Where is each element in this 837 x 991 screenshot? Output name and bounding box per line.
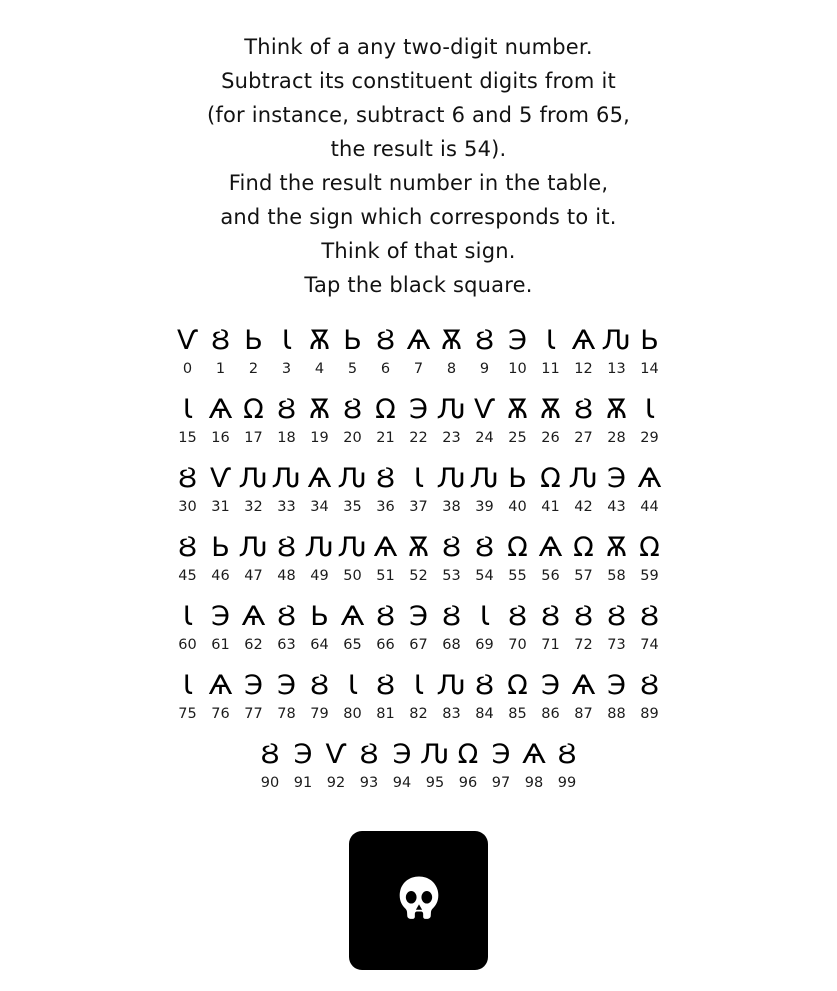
sign-glyph: Ω	[457, 739, 479, 771]
sign-glyph: Ѫ	[506, 394, 529, 426]
sign-number: 96	[458, 775, 478, 792]
sign-number: 54	[475, 568, 494, 585]
sign-number: 98	[524, 775, 544, 792]
number-line	[171, 703, 666, 725]
sign-number: 36	[376, 499, 395, 516]
instruction-line-5: Find the result number in the table,	[228, 171, 609, 196]
sign-number: 99	[557, 775, 577, 792]
sign-number: 46	[211, 568, 230, 585]
sign-glyph: Ѵ	[473, 394, 496, 426]
glyph-line	[171, 531, 666, 565]
sign-glyph: Ȣ	[178, 463, 197, 495]
sign-glyph: Ȣ	[574, 394, 593, 426]
sign-table-row	[171, 324, 666, 380]
sign-glyph: Ѧ	[406, 325, 431, 357]
sign-number: 81	[376, 706, 395, 723]
sign-table-row	[171, 531, 666, 587]
sign-glyph: Ω	[540, 463, 561, 495]
sign-glyph: Ԉ	[420, 739, 450, 771]
sign-glyph: Ѫ	[308, 325, 331, 357]
sign-glyph: Ȣ	[640, 601, 659, 633]
sign-glyph: Э	[491, 739, 511, 771]
sign-number: 87	[574, 706, 593, 723]
sign-glyph: Ԉ	[338, 532, 367, 564]
sign-number: 67	[409, 637, 428, 654]
sign-glyph: Ȣ	[376, 601, 395, 633]
sign-glyph: Э	[277, 670, 296, 702]
sign-number: 80	[343, 706, 362, 723]
sign-number: 44	[640, 499, 659, 516]
sign-number: 21	[376, 430, 395, 447]
number-line	[171, 565, 666, 587]
sign-glyph: Э	[607, 670, 626, 702]
sign-glyph: Э	[211, 601, 230, 633]
glyph-line	[254, 738, 584, 772]
sign-glyph: Ȣ	[359, 739, 379, 771]
instruction-line-6: and the sign which corresponds to it.	[220, 205, 617, 230]
sign-glyph: Ѧ	[522, 739, 546, 771]
sign-number: 17	[244, 430, 263, 447]
sign-number: 8	[446, 361, 457, 378]
sign-number: 13	[607, 361, 626, 378]
sign-table-row	[254, 738, 584, 794]
sign-number: 55	[508, 568, 527, 585]
sign-glyph: Ω	[573, 532, 594, 564]
instruction-line-1: Think of a any two-digit number.	[244, 35, 593, 59]
sign-glyph: Ȣ	[310, 670, 329, 702]
sign-number: 56	[541, 568, 560, 585]
sign-glyph: Ѧ	[637, 463, 662, 495]
sign-glyph: Ѵ	[176, 325, 199, 357]
sign-glyph: Ȣ	[376, 670, 395, 702]
sign-glyph: Ԉ	[437, 670, 466, 702]
sign-glyph: Ω	[639, 532, 660, 564]
sign-glyph: Ȣ	[260, 739, 280, 771]
sign-number: 34	[310, 499, 329, 516]
sign-glyph: Ѫ	[605, 394, 628, 426]
sign-glyph: Ѵ	[325, 739, 347, 771]
sign-number: 28	[607, 430, 626, 447]
sign-glyph: Ѧ	[241, 601, 266, 633]
sign-number: 95	[425, 775, 445, 792]
sign-number: 79	[310, 706, 329, 723]
sign-glyph: Э	[244, 670, 263, 702]
sign-glyph: Ȣ	[475, 532, 494, 564]
sign-glyph: Ѵ	[209, 463, 232, 495]
sign-number: 35	[343, 499, 362, 516]
sign-number: 65	[343, 637, 362, 654]
sign-number: 64	[310, 637, 329, 654]
sign-number: 42	[574, 499, 593, 516]
sign-number: 76	[211, 706, 230, 723]
sign-number: 60	[178, 637, 197, 654]
sign-glyph: Ȣ	[343, 394, 362, 426]
sign-number: 57	[574, 568, 593, 585]
sign-glyph: Ѫ	[539, 394, 562, 426]
black-square-button[interactable]	[349, 831, 488, 970]
sign-number: 27	[574, 430, 593, 447]
sign-number: 43	[607, 499, 626, 516]
sign-number: 4	[314, 361, 325, 378]
sign-number: 14	[640, 361, 659, 378]
sign-number: 40	[508, 499, 527, 516]
sign-number: 89	[640, 706, 659, 723]
sign-number: 11	[541, 361, 560, 378]
sign-glyph: Ȣ	[607, 601, 626, 633]
sign-number: 94	[392, 775, 412, 792]
sign-glyph: Э	[607, 463, 626, 495]
sign-glyph: Ȣ	[178, 532, 197, 564]
sign-glyph: Ȣ	[508, 601, 527, 633]
sign-number: 48	[277, 568, 296, 585]
sign-number: 33	[277, 499, 296, 516]
sign-table-row	[171, 393, 666, 449]
sign-glyph: Ԉ	[305, 532, 334, 564]
sign-glyph: Ȣ	[277, 601, 296, 633]
sign-glyph: Ȣ	[376, 463, 395, 495]
sign-number: 85	[508, 706, 527, 723]
sign-number: 88	[607, 706, 626, 723]
sign-glyph: Ȣ	[277, 394, 296, 426]
sign-number: 20	[343, 430, 362, 447]
sign-number: 82	[409, 706, 428, 723]
sign-table-row	[171, 462, 666, 518]
sign-glyph: Ь	[508, 463, 527, 495]
sign-number: 73	[607, 637, 626, 654]
sign-glyph: Ω	[507, 670, 528, 702]
sign-number: 59	[640, 568, 659, 585]
sign-glyph: Э	[409, 601, 428, 633]
skull-icon	[395, 875, 443, 927]
sign-glyph: Ȣ	[442, 601, 461, 633]
sign-glyph: Ꙇ	[281, 325, 292, 357]
sign-number: 26	[541, 430, 560, 447]
sign-glyph: Ԉ	[437, 463, 466, 495]
sign-number: 93	[359, 775, 379, 792]
sign-number: 70	[508, 637, 527, 654]
sign-number: 16	[211, 430, 230, 447]
sign-number: 19	[310, 430, 329, 447]
sign-number: 30	[178, 499, 197, 516]
sign-glyph: Ь	[640, 325, 659, 357]
instruction-line-8: Tap the black square.	[304, 273, 533, 298]
sign-glyph: Ѧ	[373, 532, 398, 564]
sign-number: 62	[244, 637, 263, 654]
sign-glyph: Ԉ	[569, 463, 598, 495]
sign-number: 91	[293, 775, 313, 792]
glyph-line	[171, 462, 666, 496]
sign-number: 39	[475, 499, 494, 516]
sign-number: 75	[178, 706, 197, 723]
sign-glyph: Ω	[507, 532, 528, 564]
instruction-line-3: (for instance, subtract 6 and 5 from 65,	[206, 103, 631, 128]
sign-glyph: Ѧ	[538, 532, 563, 564]
sign-glyph: Ꙇ	[413, 670, 424, 702]
sign-glyph: Ѧ	[571, 325, 596, 357]
sign-glyph: Ȣ	[541, 601, 560, 633]
sign-glyph: Ԉ	[272, 463, 301, 495]
sign-glyph: Ь	[310, 601, 329, 633]
sign-glyph: Ꙇ	[182, 601, 193, 633]
instruction-line-2: Subtract its constituent digits from it	[221, 69, 616, 94]
sign-number: 97	[491, 775, 511, 792]
sign-glyph: Ѧ	[208, 394, 233, 426]
sign-number: 23	[442, 430, 461, 447]
sign-glyph: Ȣ	[475, 325, 494, 357]
sign-number: 61	[211, 637, 230, 654]
sign-glyph: Ԉ	[437, 394, 466, 426]
sign-glyph: Ѧ	[340, 601, 365, 633]
sign-number: 41	[541, 499, 560, 516]
sign-number: 71	[541, 637, 560, 654]
sign-glyph: Ꙇ	[182, 670, 193, 702]
sign-table	[171, 324, 666, 807]
sign-number: 51	[376, 568, 395, 585]
sign-glyph: Ѧ	[571, 670, 596, 702]
sign-glyph: Ꙇ	[545, 325, 556, 357]
sign-glyph: Ꙇ	[347, 670, 358, 702]
sign-glyph: Ѫ	[440, 325, 463, 357]
sign-number: 31	[211, 499, 230, 516]
number-line	[171, 496, 666, 518]
sign-number: 5	[347, 361, 358, 378]
sign-glyph: Ԉ	[602, 325, 631, 357]
glyph-line	[171, 669, 666, 703]
sign-number: 58	[607, 568, 626, 585]
sign-number: 45	[178, 568, 197, 585]
sign-glyph: Ȣ	[211, 325, 230, 357]
sign-glyph: Ω	[243, 394, 264, 426]
sign-number: 7	[413, 361, 424, 378]
sign-glyph: Ȣ	[557, 739, 577, 771]
sign-number: 38	[442, 499, 461, 516]
sign-number: 78	[277, 706, 296, 723]
sign-table-row	[171, 600, 666, 656]
sign-number: 90	[260, 775, 280, 792]
sign-table-row	[171, 669, 666, 725]
sign-number: 10	[508, 361, 527, 378]
glyph-line	[171, 324, 666, 358]
sign-number: 29	[640, 430, 659, 447]
sign-glyph: Ȣ	[376, 325, 395, 357]
sign-number: 6	[380, 361, 391, 378]
sign-number: 3	[281, 361, 292, 378]
glyph-line	[171, 600, 666, 634]
sign-number: 63	[277, 637, 296, 654]
sign-glyph: Ȣ	[277, 532, 296, 564]
number-line	[171, 427, 666, 449]
sign-glyph: Э	[392, 739, 412, 771]
instruction-line-4: the result is 54).	[330, 137, 507, 162]
sign-glyph: Ѫ	[308, 394, 331, 426]
sign-number: 68	[442, 637, 461, 654]
sign-number: 1	[215, 361, 226, 378]
sign-number: 72	[574, 637, 593, 654]
sign-glyph: Ԉ	[239, 463, 268, 495]
sign-glyph: Э	[409, 394, 428, 426]
sign-number: 12	[574, 361, 593, 378]
sign-number: 77	[244, 706, 263, 723]
sign-glyph: Ѫ	[605, 532, 628, 564]
sign-number: 92	[326, 775, 346, 792]
sign-glyph: Э	[541, 670, 560, 702]
sign-number: 86	[541, 706, 560, 723]
sign-glyph: Ԉ	[470, 463, 499, 495]
sign-glyph: Ȣ	[442, 532, 461, 564]
sign-number: 50	[343, 568, 362, 585]
sign-number: 53	[442, 568, 461, 585]
instructions-block	[207, 30, 630, 302]
sign-glyph: Ѧ	[307, 463, 332, 495]
sign-glyph: Ȣ	[574, 601, 593, 633]
sign-glyph: Ꙇ	[644, 394, 655, 426]
sign-number: 25	[508, 430, 527, 447]
number-line	[254, 772, 584, 794]
sign-number: 0	[182, 361, 193, 378]
sign-glyph: Ȣ	[640, 670, 659, 702]
sign-glyph: Ѫ	[407, 532, 430, 564]
sign-glyph: Ꙇ	[413, 463, 424, 495]
sign-number: 32	[244, 499, 263, 516]
sign-number: 18	[277, 430, 296, 447]
instruction-line-7: Think of that sign.	[321, 239, 516, 264]
sign-number: 49	[310, 568, 329, 585]
sign-number: 9	[479, 361, 490, 378]
sign-number: 84	[475, 706, 494, 723]
sign-number: 24	[475, 430, 494, 447]
black-square-area	[0, 831, 837, 970]
sign-glyph: Ѧ	[208, 670, 233, 702]
sign-number: 52	[409, 568, 428, 585]
sign-glyph: Э	[508, 325, 527, 357]
sign-glyph: Ꙇ	[182, 394, 193, 426]
glyph-line	[171, 393, 666, 427]
sign-number: 22	[409, 430, 428, 447]
sign-glyph: Ȣ	[475, 670, 494, 702]
sign-number: 37	[409, 499, 428, 516]
sign-glyph: Ꙇ	[479, 601, 490, 633]
sign-glyph: Ω	[375, 394, 396, 426]
number-line	[171, 634, 666, 656]
number-line	[171, 358, 666, 380]
sign-number: 47	[244, 568, 263, 585]
sign-number: 15	[178, 430, 197, 447]
sign-glyph: Ь	[244, 325, 263, 357]
sign-number: 66	[376, 637, 395, 654]
sign-glyph: Э	[293, 739, 313, 771]
sign-glyph: Ь	[343, 325, 362, 357]
sign-number: 2	[248, 361, 259, 378]
sign-glyph: Ь	[211, 532, 230, 564]
sign-number: 74	[640, 637, 659, 654]
sign-glyph: Ԉ	[338, 463, 367, 495]
sign-number: 83	[442, 706, 461, 723]
sign-glyph: Ԉ	[239, 532, 268, 564]
sign-number: 69	[475, 637, 494, 654]
